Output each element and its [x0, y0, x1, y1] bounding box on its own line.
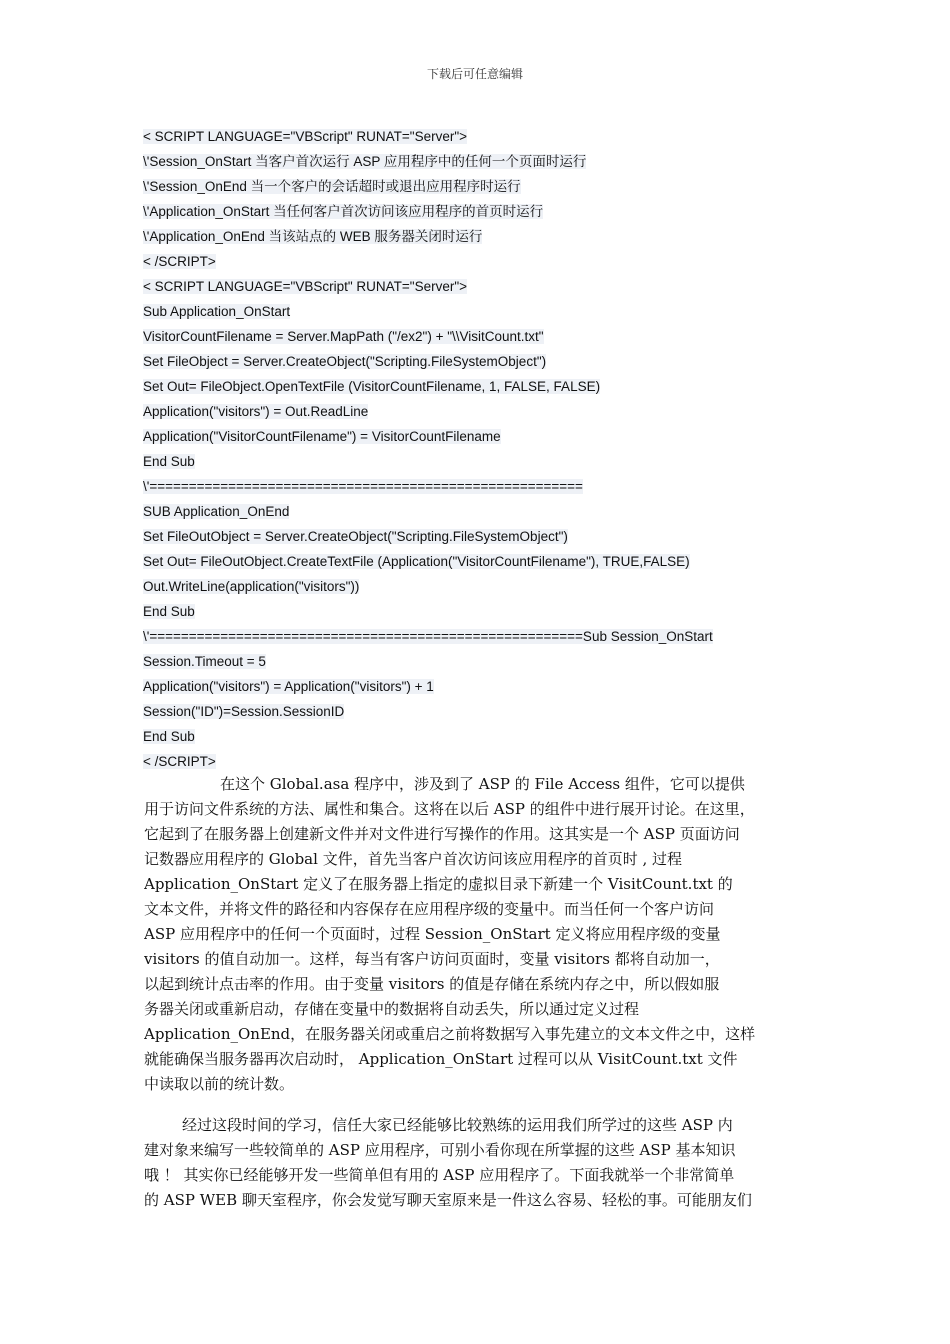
- code-line-text: Session("ID")=Session.SessionID: [143, 704, 345, 719]
- code-line: [143, 424, 883, 449]
- code-line-text: Application("VisitorCountFilename") = VisitorCountFilename: [143, 429, 501, 444]
- code-line-text: End Sub: [143, 454, 195, 469]
- code-block: [143, 124, 883, 774]
- code-line: [143, 124, 883, 149]
- paragraph-1: [144, 772, 814, 1097]
- code-line-text: < SCRIPT LANGUAGE="VBScript" RUNAT="Server">: [143, 129, 468, 144]
- code-line: [143, 149, 883, 174]
- code-line: [143, 224, 883, 249]
- code-line-text: < SCRIPT LANGUAGE="VBScript" RUNAT="Server">: [143, 279, 468, 294]
- code-line-text: Out.WriteLine(application("visitors")): [143, 579, 360, 594]
- code-line: [143, 649, 883, 674]
- code-line-text: Sub Application_OnStart: [143, 304, 291, 319]
- code-line-text: Application("visitors") = Out.ReadLine: [143, 404, 369, 419]
- code-line-text: \'=======================================================Sub Session_OnStart: [143, 629, 713, 644]
- paragraph-line: 建对象来编写一些较简单的 ASP 应用程序，可别小看你现在所掌握的这些 ASP 基本知识: [144, 1141, 736, 1159]
- code-line: [143, 374, 883, 399]
- code-line: [143, 674, 883, 699]
- code-line-text: Set Out= FileObject.OpenTextFile (VisitorCountFilename, 1, FALSE, FALSE): [143, 379, 601, 394]
- code-line-text: Set FileOutObject = Server.CreateObject("Scripting.FileSystemObject"): [143, 529, 568, 544]
- paragraph-line: Application_OnStart 定义了在服务器上指定的虚拟目录下新建一个 VisitCount.txt 的: [144, 875, 733, 893]
- paragraph-line: 它起到了在服务器上创建新文件并对文件进行写操作的作用。这其实是一个 ASP 页面访问: [144, 825, 740, 843]
- code-line-text: Set Out= FileOutObject.CreateTextFile (Application("VisitorCountFilename"), TRUE,FALSE): [143, 554, 690, 569]
- paragraph-line: 用于访问文件系统的方法、属性和集合。这将在以后 ASP 的组件中进行展开讨论。在这里，: [144, 800, 755, 818]
- code-line-text: SUB Application_OnEnd: [143, 504, 290, 519]
- code-line-text: < /SCRIPT>: [143, 254, 216, 269]
- paragraph-line: 文本文件，并将文件的路径和内容保存在应用程序级的变量中。而当任何一个客户访问: [144, 900, 715, 918]
- paragraph-line: 在这个 Global.asa 程序中，涉及到了 ASP 的 File Access 组件，它可以提供: [220, 775, 745, 793]
- code-line: [143, 249, 883, 274]
- paragraph-line: 经过这段时间的学习，信任大家已经能够比较熟练的运用我们所学过的这些 ASP 内: [182, 1116, 733, 1134]
- code-line: [143, 624, 883, 649]
- code-line-text: Set FileObject = Server.CreateObject("Scripting.FileSystemObject"): [143, 354, 547, 369]
- code-line-text: Application("visitors") = Application("visitors") + 1: [143, 679, 434, 694]
- code-line-text: \'Application_OnStart 当任何客户首次访问该应用程序的首页时运行: [143, 204, 544, 219]
- code-line: [143, 749, 883, 774]
- code-line: [143, 699, 883, 724]
- code-line: [143, 399, 883, 424]
- paragraph-line: 以起到统计点击率的作用。由于变量 visitors 的值是存储在系统内存之中，所以假如服: [144, 975, 720, 993]
- paragraph-line: ASP 应用程序中的任何一个页面时，过程 Session_OnStart 定义将应用程序级的变量: [144, 925, 721, 943]
- code-line: [143, 349, 883, 374]
- code-line-text: End Sub: [143, 604, 195, 619]
- code-line: [143, 174, 883, 199]
- paragraph-line: visitors 的值自动加一。这样，每当有客户访问页面时，变量 visitors 都将自动加一，: [144, 950, 720, 968]
- paragraph-2: [144, 1113, 814, 1213]
- code-line: [143, 574, 883, 599]
- code-line: [143, 524, 883, 549]
- paragraph-line: Application_OnEnd，在服务器关闭或重启之前将数据写入事先建立的文本文件之中，这样: [144, 1025, 756, 1043]
- code-line-text: < /SCRIPT>: [143, 754, 216, 769]
- code-line: [143, 324, 883, 349]
- code-line: [143, 199, 883, 224]
- paragraph-line: 的 ASP WEB 聊天室程序，你会发觉写聊天室原来是一件这么容易、轻松的事。可能朋友们: [144, 1191, 752, 1209]
- paragraph-line: 记数器应用程序的 Global 文件，首先当客户首次访问该应用程序的首页时 , 过程: [144, 850, 682, 868]
- code-line-text: \'=======================================================: [143, 479, 583, 494]
- paragraph-line: 哦 ！ 其实你已经能够开发一些简单但有用的 ASP 应用程序了。下面我就举一个非常简单: [144, 1166, 735, 1184]
- code-line: [143, 449, 883, 474]
- page-header: 下载后可任意编辑: [426, 67, 523, 81]
- code-line-text: End Sub: [143, 729, 195, 744]
- code-line: [143, 549, 883, 574]
- code-line: [143, 599, 883, 624]
- paragraph-line: 就能确保当服务器再次启动时， Application_OnStart 过程可以从 VisitCount.txt 文件: [144, 1050, 738, 1068]
- code-line: [143, 299, 883, 324]
- code-line-text: VisitorCountFilename = Server.MapPath ("/ex2") + "\\VisitCount.txt": [143, 329, 544, 344]
- code-line-text: \'Session_OnStart 当客户首次运行 ASP 应用程序中的任何一个页面时运行: [143, 154, 587, 169]
- code-line-text: \'Application_OnEnd 当该站点的 WEB 服务器关闭时运行: [143, 229, 483, 244]
- code-line: [143, 274, 883, 299]
- paragraph-line: 中读取以前的统计数。: [144, 1075, 295, 1093]
- code-line: [143, 474, 883, 499]
- paragraph-line: 务器关闭或重新启动，存储在变量中的数据将自动丢失，所以通过定义过程: [144, 1000, 640, 1018]
- code-line-text: \'Session_OnEnd 当一个客户的会话超时或退出应用程序时运行: [143, 179, 521, 194]
- code-line: [143, 724, 883, 749]
- code-line-text: Session.Timeout = 5: [143, 654, 266, 669]
- code-line: [143, 499, 883, 524]
